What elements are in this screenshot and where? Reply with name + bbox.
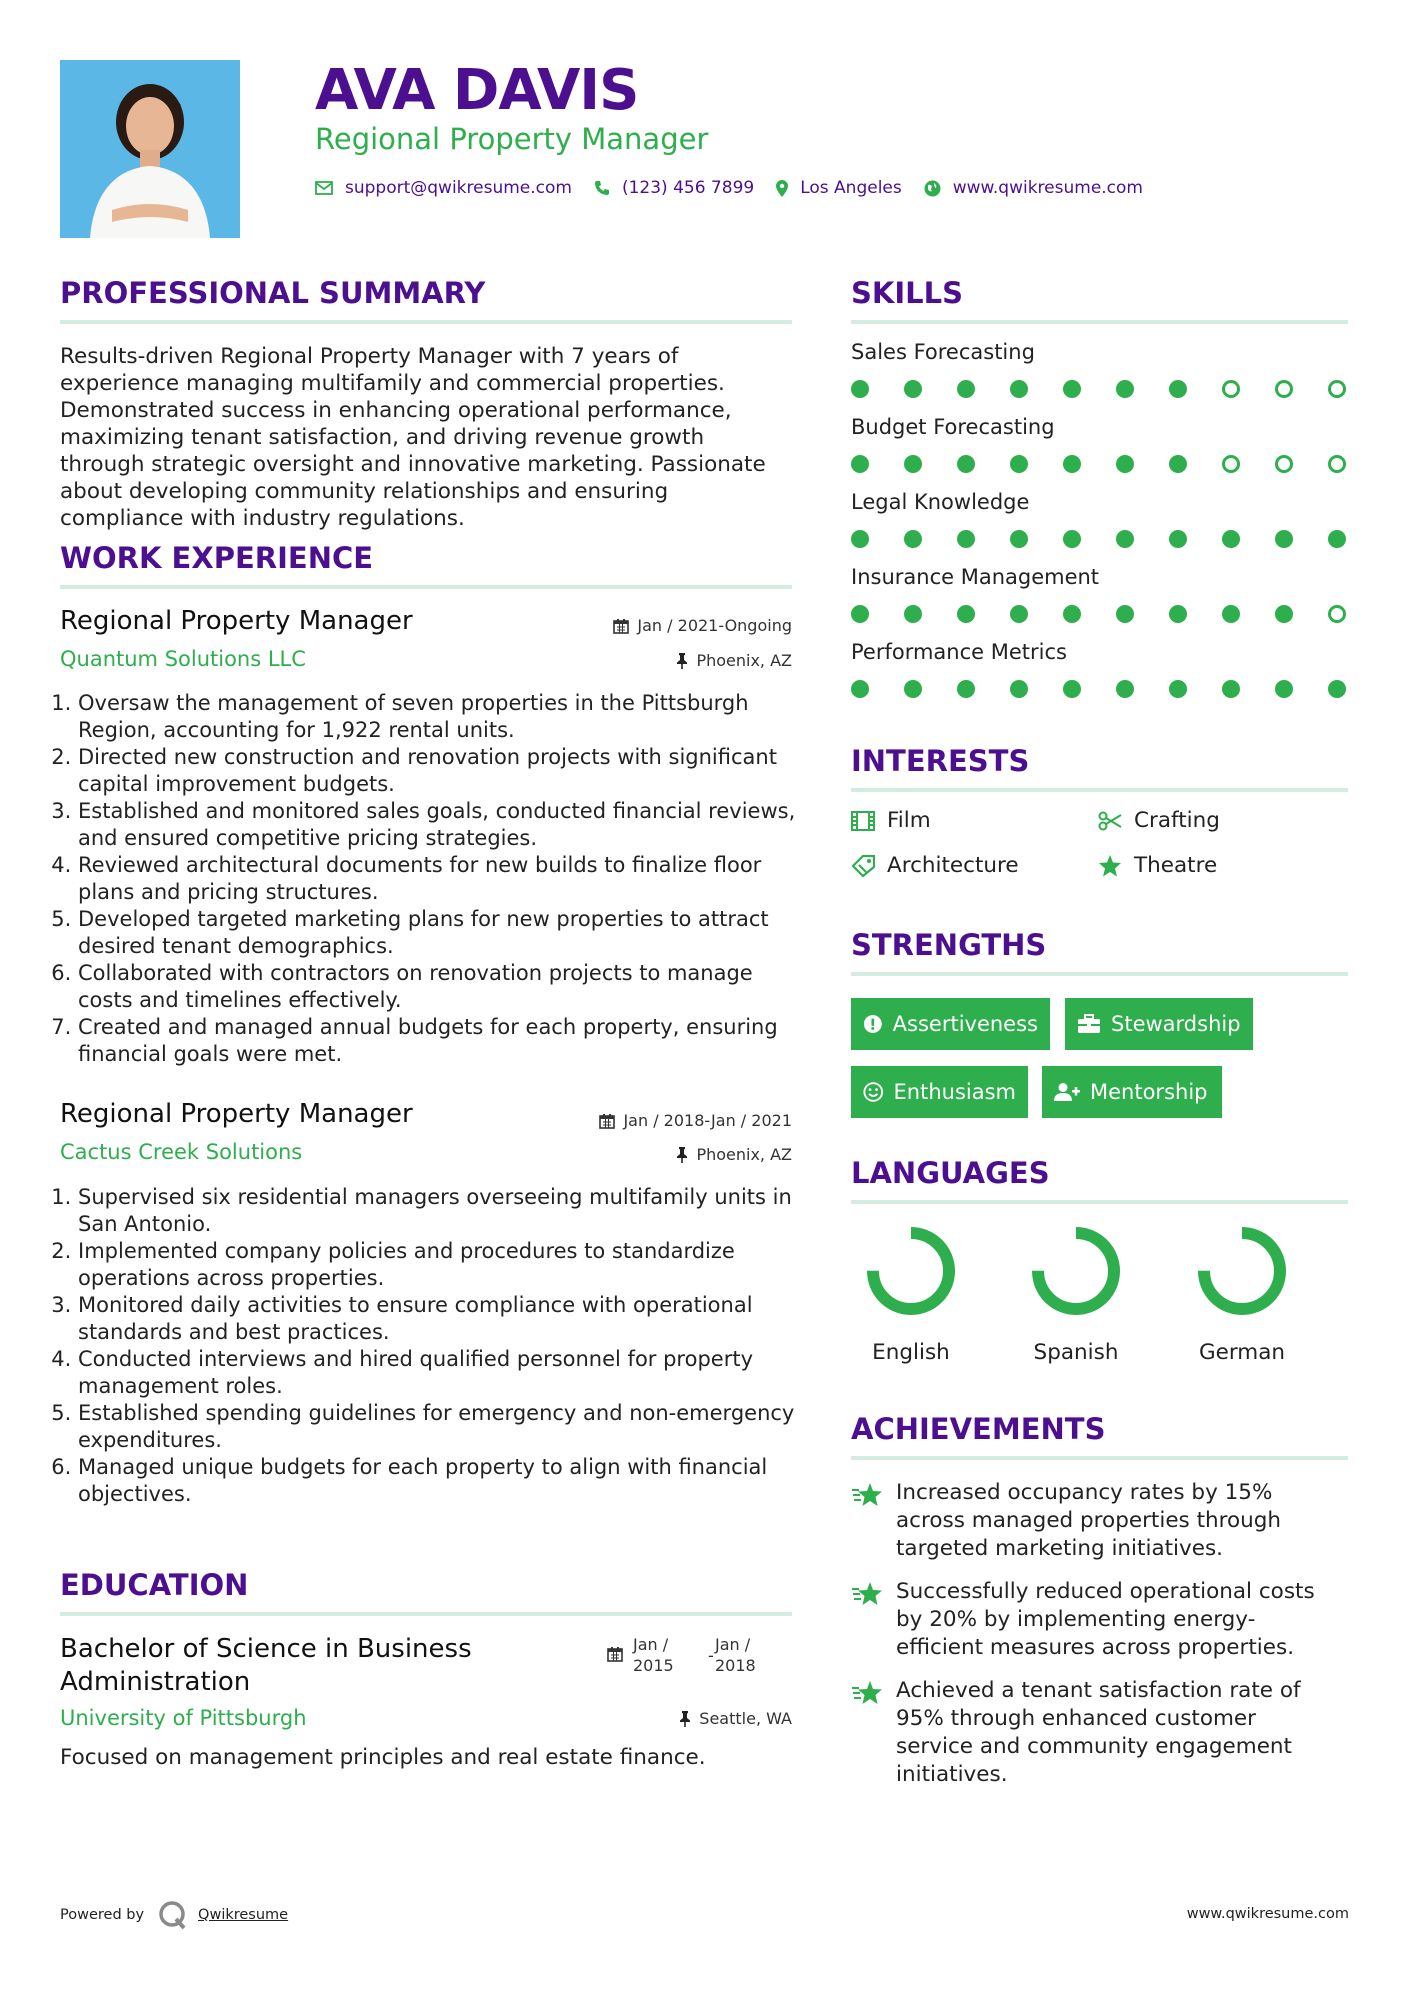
scissors-icon [1098, 811, 1122, 831]
map-pin-icon [776, 180, 788, 197]
achievement-2: Successfully reduced operational costs by 20% by implementing energy-efficient measures across properties. [896, 1579, 1315, 1660]
language-label-spanish: Spanish [1033, 1340, 1119, 1365]
rating-dot-filled [904, 530, 922, 548]
skills-heading: SKILLS [851, 276, 963, 310]
list-item: 2. Implemented company policies and procedures to standardize operations across properties. [78, 1238, 813, 1292]
work-divider [60, 585, 792, 589]
summary-text: Results-driven Regional Property Manager with 7 years of experience managing multifamily and commercial properties. Demonstrated success in enhancing operational performance, maximizing tenant satisfaction, and driving revenue growth through strategic oversight and innovative marketing. Passionate about developing community relationships and ensuring compliance with industry regulations. [60, 344, 766, 531]
achievement-1: Increased occupancy rates by 15% across managed properties through targeted marketing initiatives. [896, 1480, 1282, 1561]
exclamation-circle-icon [863, 1013, 883, 1035]
rating-dot-empty [1328, 380, 1346, 398]
rating-dot-filled [1169, 380, 1187, 398]
rating-dot-filled [1222, 605, 1240, 623]
interest-theatre [1098, 853, 1217, 878]
list-item: 6. Collaborated with contractors on renovation projects to manage costs and timelines effectively. [78, 960, 813, 1014]
powered-by-text: Powered by [60, 1907, 145, 1923]
contact-email[interactable] [315, 178, 572, 198]
edu-start-month: Jan / [633, 1635, 669, 1654]
interest-label: Architecture [887, 853, 1019, 878]
languages-heading: LANGUAGES [851, 1156, 1050, 1190]
rating-dot-empty [1328, 455, 1346, 473]
rating-dot-empty [1222, 455, 1240, 473]
rating-dot-filled [1010, 605, 1028, 623]
edu-end-month: Jan / [715, 1635, 751, 1654]
rating-dot-filled [1010, 455, 1028, 473]
job-1-location [500, 651, 792, 670]
degree-line-1: Bachelor of Science in Business [60, 1634, 472, 1664]
strength-stewardship [1065, 998, 1253, 1050]
rating-dot-filled [1010, 380, 1028, 398]
job-2-dates-text: Jan / 2018-Jan / 2021 [623, 1111, 792, 1130]
rating-dot-filled [957, 680, 975, 698]
phone-icon [594, 180, 610, 196]
contact-bar [315, 178, 1165, 198]
list-item: 7. Created and managed annual budgets for each property, ensuring financial goals were met. [78, 1014, 813, 1068]
achievement-star-icon [851, 1680, 883, 1706]
rating-dot-filled [1275, 680, 1293, 698]
achievement-star-icon [851, 1482, 883, 1508]
achievement-star-icon [851, 1581, 883, 1607]
rating-dot-filled [1116, 680, 1134, 698]
language-progress-german [1204, 1233, 1280, 1309]
skill-name: Legal Knowledge [851, 490, 1030, 514]
list-item: 3. Established and monitored sales goals, conducted financial reviews, and ensured competitive pricing strategies. [78, 798, 813, 852]
calendar-icon [613, 618, 629, 634]
rating-dot-filled [851, 530, 869, 548]
pushpin-icon [676, 1147, 688, 1163]
rating-dot-filled [1063, 455, 1081, 473]
rating-dot-empty [1222, 380, 1240, 398]
strengths-heading: STRENGTHS [851, 928, 1047, 962]
education-divider [60, 1612, 792, 1616]
tag-icon [851, 855, 875, 877]
skills-divider [851, 320, 1348, 324]
rating-dot-filled [851, 380, 869, 398]
language-label-english: English [872, 1340, 950, 1365]
edu-start-year: 2015 [633, 1656, 674, 1675]
achievements-divider [851, 1456, 1348, 1460]
skill-rating [851, 380, 1381, 398]
list-item: 5. Developed targeted marketing plans for new properties to attract desired tenant demographics. [78, 906, 813, 960]
strength-assertiveness [851, 998, 1050, 1050]
email-text: support@qwikresume.com [345, 178, 572, 198]
job-2-title: Regional Property Manager [60, 1099, 413, 1129]
interest-architecture [851, 853, 1019, 878]
contact-phone[interactable] [594, 178, 754, 198]
education-degree [60, 1633, 480, 1699]
rating-dot-filled [957, 605, 975, 623]
skill-name: Insurance Management [851, 565, 1100, 589]
list-item: 3. Monitored daily activities to ensure compliance with operational standards and best practices. [78, 1292, 813, 1346]
envelope-icon [315, 181, 333, 195]
briefcase-icon [1077, 1014, 1101, 1034]
interest-label: Crafting [1134, 808, 1220, 833]
job-1-dates-text: Jan / 2021-Ongoing [637, 616, 792, 635]
language-progress-spanish [1038, 1233, 1114, 1309]
rating-dot-filled [1116, 380, 1134, 398]
edu-end-year: 2018 [715, 1656, 756, 1675]
job-2-dates [500, 1111, 792, 1130]
footer-powered-by [60, 1900, 288, 1930]
rating-dot-filled [851, 605, 869, 623]
education-location-text: Seattle, WA [699, 1709, 792, 1728]
work-heading: WORK EXPERIENCE [60, 541, 374, 575]
language-progress-english [873, 1233, 949, 1309]
skill-rating [851, 455, 1381, 473]
rating-dot-filled [1328, 680, 1346, 698]
pushpin-icon [676, 653, 688, 669]
phone-text: (123) 456 7899 [621, 178, 755, 198]
job-1-company: Quantum Solutions LLC [60, 647, 306, 671]
rating-dot-filled [1116, 605, 1134, 623]
skill-name: Budget Forecasting [851, 415, 1055, 439]
strength-label: Assertiveness [892, 1012, 1038, 1036]
list-item: 4. Conducted interviews and hired qualified personnel for property management roles. [78, 1346, 813, 1400]
strength-enthusiasm [851, 1066, 1028, 1118]
film-icon [851, 811, 875, 831]
rating-dot-filled [1063, 680, 1081, 698]
skill-rating [851, 530, 1381, 548]
list-item: 5. Established spending guidelines for emergency and non-emergency expenditures. [78, 1400, 813, 1454]
brand-link[interactable]: Qwikresume [198, 1907, 289, 1923]
rating-dot-filled [904, 380, 922, 398]
skill-rating [851, 605, 1381, 623]
rating-dot-filled [904, 605, 922, 623]
smile-icon [863, 1081, 884, 1103]
job-2-bullets [60, 1184, 813, 1508]
strength-label: Stewardship [1111, 1012, 1241, 1036]
rating-dot-filled [957, 530, 975, 548]
summary-heading: PROFESSIONAL SUMMARY [60, 276, 486, 310]
rating-dot-filled [957, 380, 975, 398]
languages-divider [851, 1200, 1348, 1204]
rating-dot-empty [1275, 455, 1293, 473]
footer-website[interactable]: www.qwikresume.com [1186, 1906, 1349, 1922]
location-text: Los Angeles [800, 178, 902, 198]
rating-dot-filled [1169, 530, 1187, 548]
rating-dot-filled [1116, 455, 1134, 473]
skill-rating [851, 680, 1381, 698]
education-location [500, 1709, 792, 1728]
achievements-heading: ACHIEVEMENTS [851, 1412, 1106, 1446]
user-plus-icon [1054, 1082, 1080, 1102]
profile-photo [60, 60, 240, 238]
rating-dot-filled [1275, 530, 1293, 548]
rating-dot-filled [1328, 530, 1346, 548]
rating-dot-filled [1169, 680, 1187, 698]
rating-dot-filled [1063, 380, 1081, 398]
interests-divider [851, 788, 1348, 792]
rating-dot-filled [1222, 680, 1240, 698]
rating-dot-empty [1275, 380, 1293, 398]
list-item: 1. Oversaw the management of seven properties in the Pittsburgh Region, accounting for 1,922 rental units. [78, 690, 813, 744]
job-1-title: Regional Property Manager [60, 606, 413, 636]
rating-dot-filled [1116, 530, 1134, 548]
rating-dot-empty [1328, 605, 1346, 623]
rating-dot-filled [851, 455, 869, 473]
interest-label: Theatre [1134, 853, 1218, 878]
qwikresume-logo-icon [158, 1900, 188, 1930]
rating-dot-filled [904, 455, 922, 473]
edu-date-dash: - [708, 1646, 714, 1665]
job-2-location [500, 1145, 792, 1164]
globe-icon [924, 180, 941, 197]
candidate-title: Regional Property Manager [315, 122, 709, 156]
list-item: 2. Directed new construction and renovation projects with significant capital improvement budgets. [78, 744, 813, 798]
list-item: 1. Supervised six residential managers overseeing multifamily units in San Antonio. [78, 1184, 813, 1238]
rating-dot-filled [957, 455, 975, 473]
rating-dot-filled [1063, 530, 1081, 548]
website-text: www.qwikresume.com [952, 178, 1143, 198]
achievement-3: Achieved a tenant satisfaction rate of 95% through enhanced customer service and community engagement initiatives. [896, 1678, 1301, 1787]
list-item: 6. Managed unique budgets for each property to align with financial objectives. [78, 1454, 813, 1508]
strength-mentorship [1042, 1066, 1222, 1118]
education-description: Focused on management principles and real estate finance. [60, 1745, 706, 1770]
contact-website[interactable] [924, 178, 1143, 198]
job-2-location-text: Phoenix, AZ [696, 1145, 792, 1164]
strength-label: Enthusiasm [893, 1080, 1016, 1104]
interest-label: Film [887, 808, 931, 833]
degree-line-2: Administration [60, 1667, 251, 1697]
skill-name: Sales Forecasting [851, 340, 1035, 364]
strengths-divider [851, 972, 1348, 976]
skill-name: Performance Metrics [851, 640, 1067, 664]
job-1-bullets [60, 690, 813, 1068]
strength-label: Mentorship [1090, 1080, 1208, 1104]
job-1-location-text: Phoenix, AZ [696, 651, 792, 670]
interest-crafting [1098, 808, 1220, 833]
language-label-german: German [1198, 1340, 1286, 1365]
education-school: University of Pittsburgh [60, 1706, 307, 1730]
calendar-icon [607, 1646, 623, 1662]
summary-divider [60, 320, 792, 324]
interest-film [851, 808, 931, 833]
rating-dot-filled [1275, 605, 1293, 623]
rating-dot-filled [1063, 605, 1081, 623]
rating-dot-filled [904, 680, 922, 698]
rating-dot-filled [1169, 605, 1187, 623]
list-item: 4. Reviewed architectural documents for new builds to finalize floor plans and pricing structures. [78, 852, 813, 906]
candidate-name: AVA DAVIS [315, 58, 639, 123]
star-icon [1098, 855, 1122, 877]
rating-dot-filled [1010, 530, 1028, 548]
pushpin-icon [679, 1711, 691, 1727]
languages-chart [851, 1220, 1348, 1340]
rating-dot-filled [851, 680, 869, 698]
interests-heading: INTERESTS [851, 744, 1030, 778]
contact-location [776, 178, 902, 198]
rating-dot-filled [1010, 680, 1028, 698]
job-1-dates [500, 616, 792, 635]
calendar-icon [599, 1113, 615, 1129]
rating-dot-filled [1222, 530, 1240, 548]
education-heading: EDUCATION [60, 1568, 249, 1602]
rating-dot-filled [1169, 455, 1187, 473]
job-2-company: Cactus Creek Solutions [60, 1140, 303, 1164]
